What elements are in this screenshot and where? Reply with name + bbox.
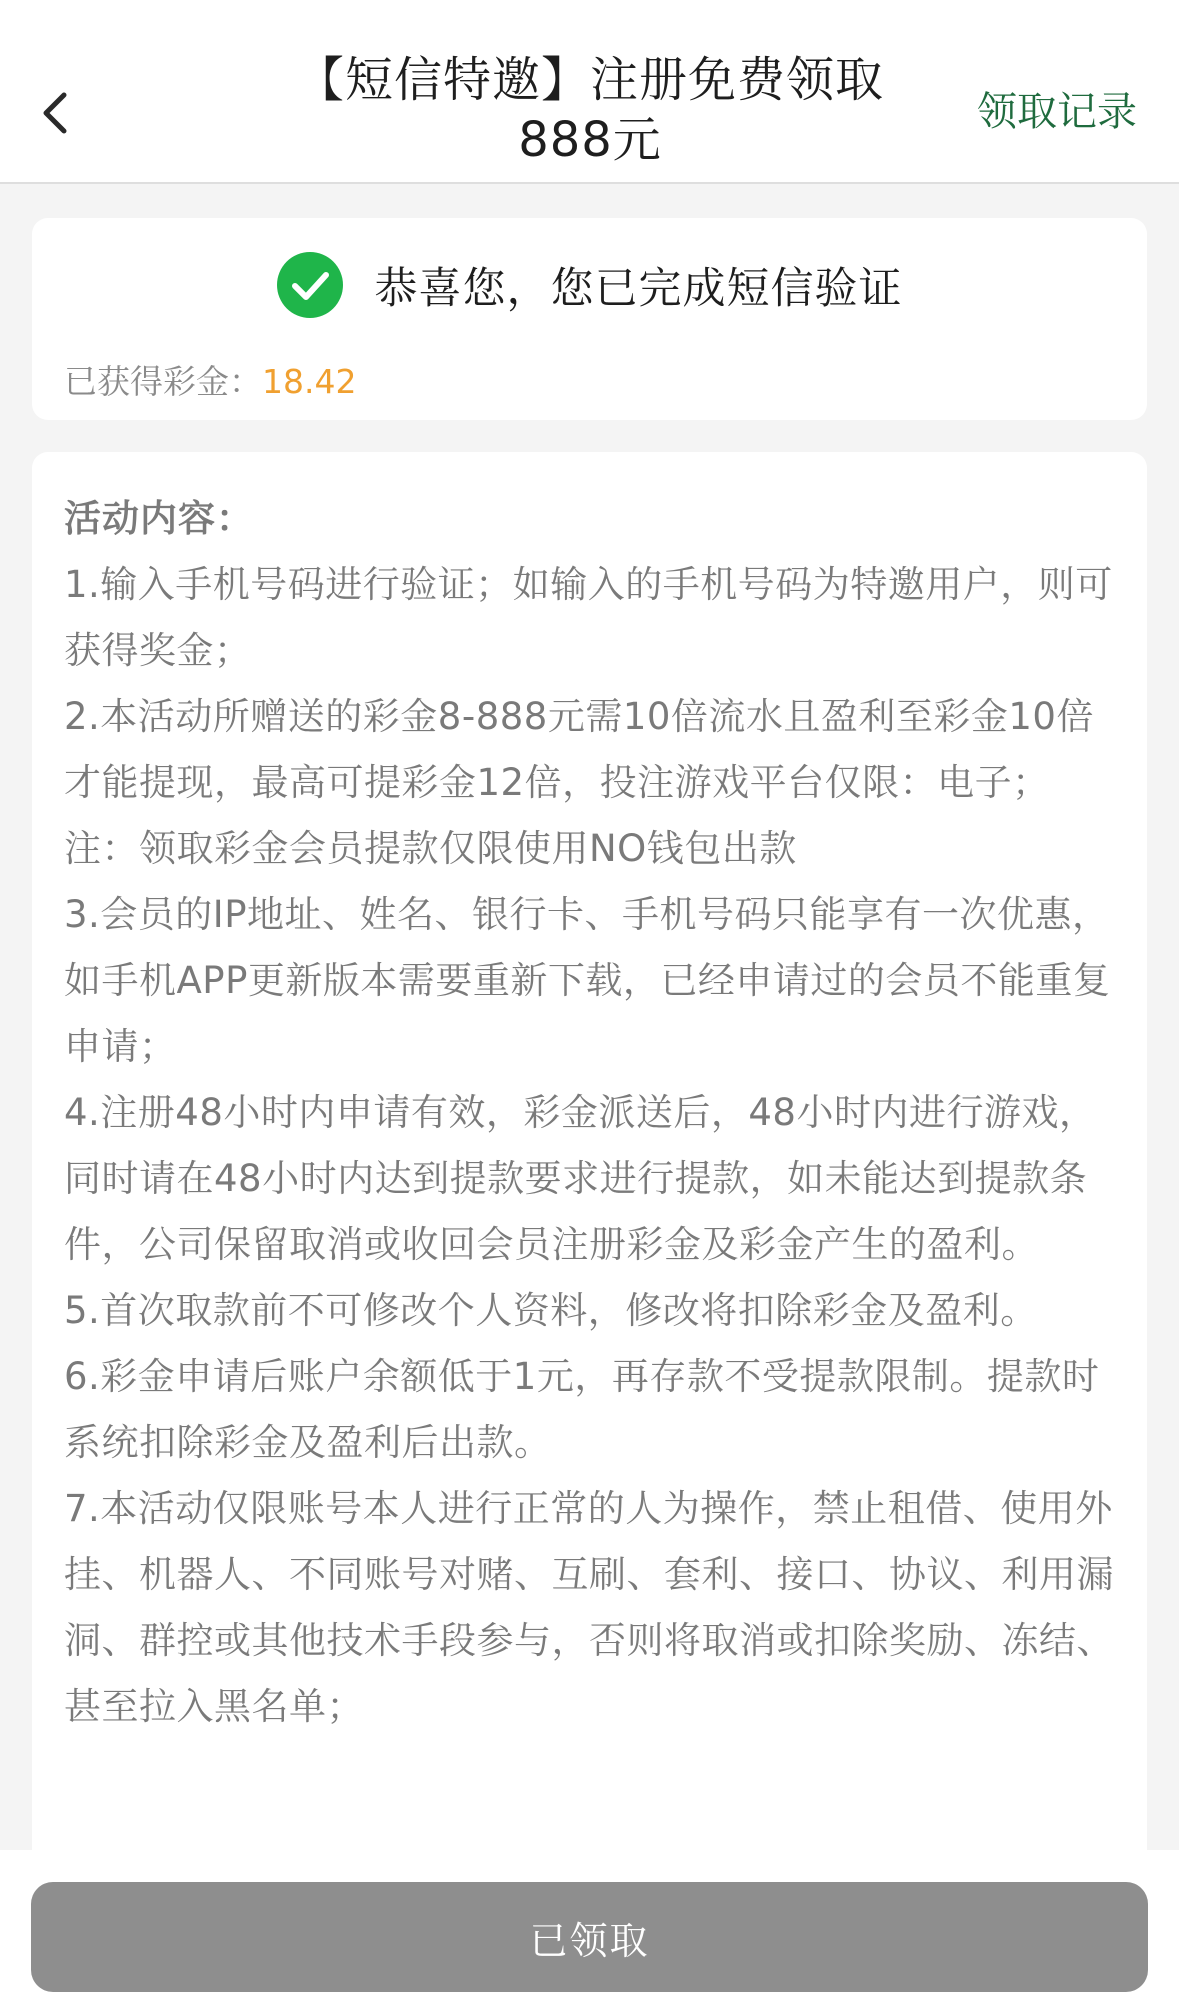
- claimed-button[interactable]: 已领取: [31, 1882, 1148, 1992]
- back-button[interactable]: [20, 70, 90, 156]
- page-title: 【短信特邀】注册免费领取888元: [295, 52, 884, 168]
- verification-status: [32, 248, 1147, 322]
- rule-item: 3.会员的IP地址、姓名、银行卡、手机号码只能享有一次优惠，如手机APP更新版本需要重新下载，已经申请过的会员不能重复申请；: [64, 893, 1111, 1068]
- check-circle-icon: [277, 252, 343, 318]
- verification-message: 恭喜您，您已完成短信验证: [374, 263, 903, 314]
- bonus-value: 18.42: [262, 362, 357, 401]
- rule-item: 1.输入手机号码进行验证；如输入的手机号码为特邀用户，则可获得奖金；: [64, 563, 1113, 672]
- content-heading: 活动内容：: [64, 497, 254, 540]
- activity-content-card: [32, 452, 1147, 2012]
- header-bar: [0, 0, 1179, 184]
- footer-bar: [0, 1850, 1179, 2016]
- bonus-info: [64, 360, 356, 404]
- chevron-left-icon: [38, 89, 72, 137]
- rule-item: 6.彩金申请后账户余额低于1元，再存款不受提款限制。提款时系统扣除彩金及盈利后出款。: [64, 1355, 1100, 1464]
- claim-records-link[interactable]: 领取记录: [977, 89, 1137, 135]
- verification-card: [32, 218, 1147, 420]
- rule-item: 5.首次取款前不可修改个人资料，修改将扣除彩金及盈利。: [64, 1289, 1038, 1332]
- rule-item: 7.本活动仅限账号本人进行正常的人为操作，禁止租借、使用外挂、机器人、不同账号对赌、互刷、套利、接口、协议、利用漏洞、群控或其他技术手段参与，否则将取消或扣除奖励、冻结、甚至拉入黑名单；: [64, 1487, 1114, 1728]
- rule-item: 4.注册48小时内申请有效，彩金派送后，48小时内进行游戏，同时请在48小时内达到提款要求进行提款，如未能达到提款条件，公司保留取消或收回会员注册彩金及彩金产生的盈利。: [64, 1091, 1097, 1266]
- rule-item: 2.本活动所赠送的彩金8-888元需10倍流水且盈利至彩金10倍才能提现，最高可提彩金12倍，投注游戏平台仅限：电子；注：领取彩金会员提款仅限使用NO钱包出款: [64, 695, 1094, 870]
- bonus-label: 已获得彩金：: [64, 362, 262, 401]
